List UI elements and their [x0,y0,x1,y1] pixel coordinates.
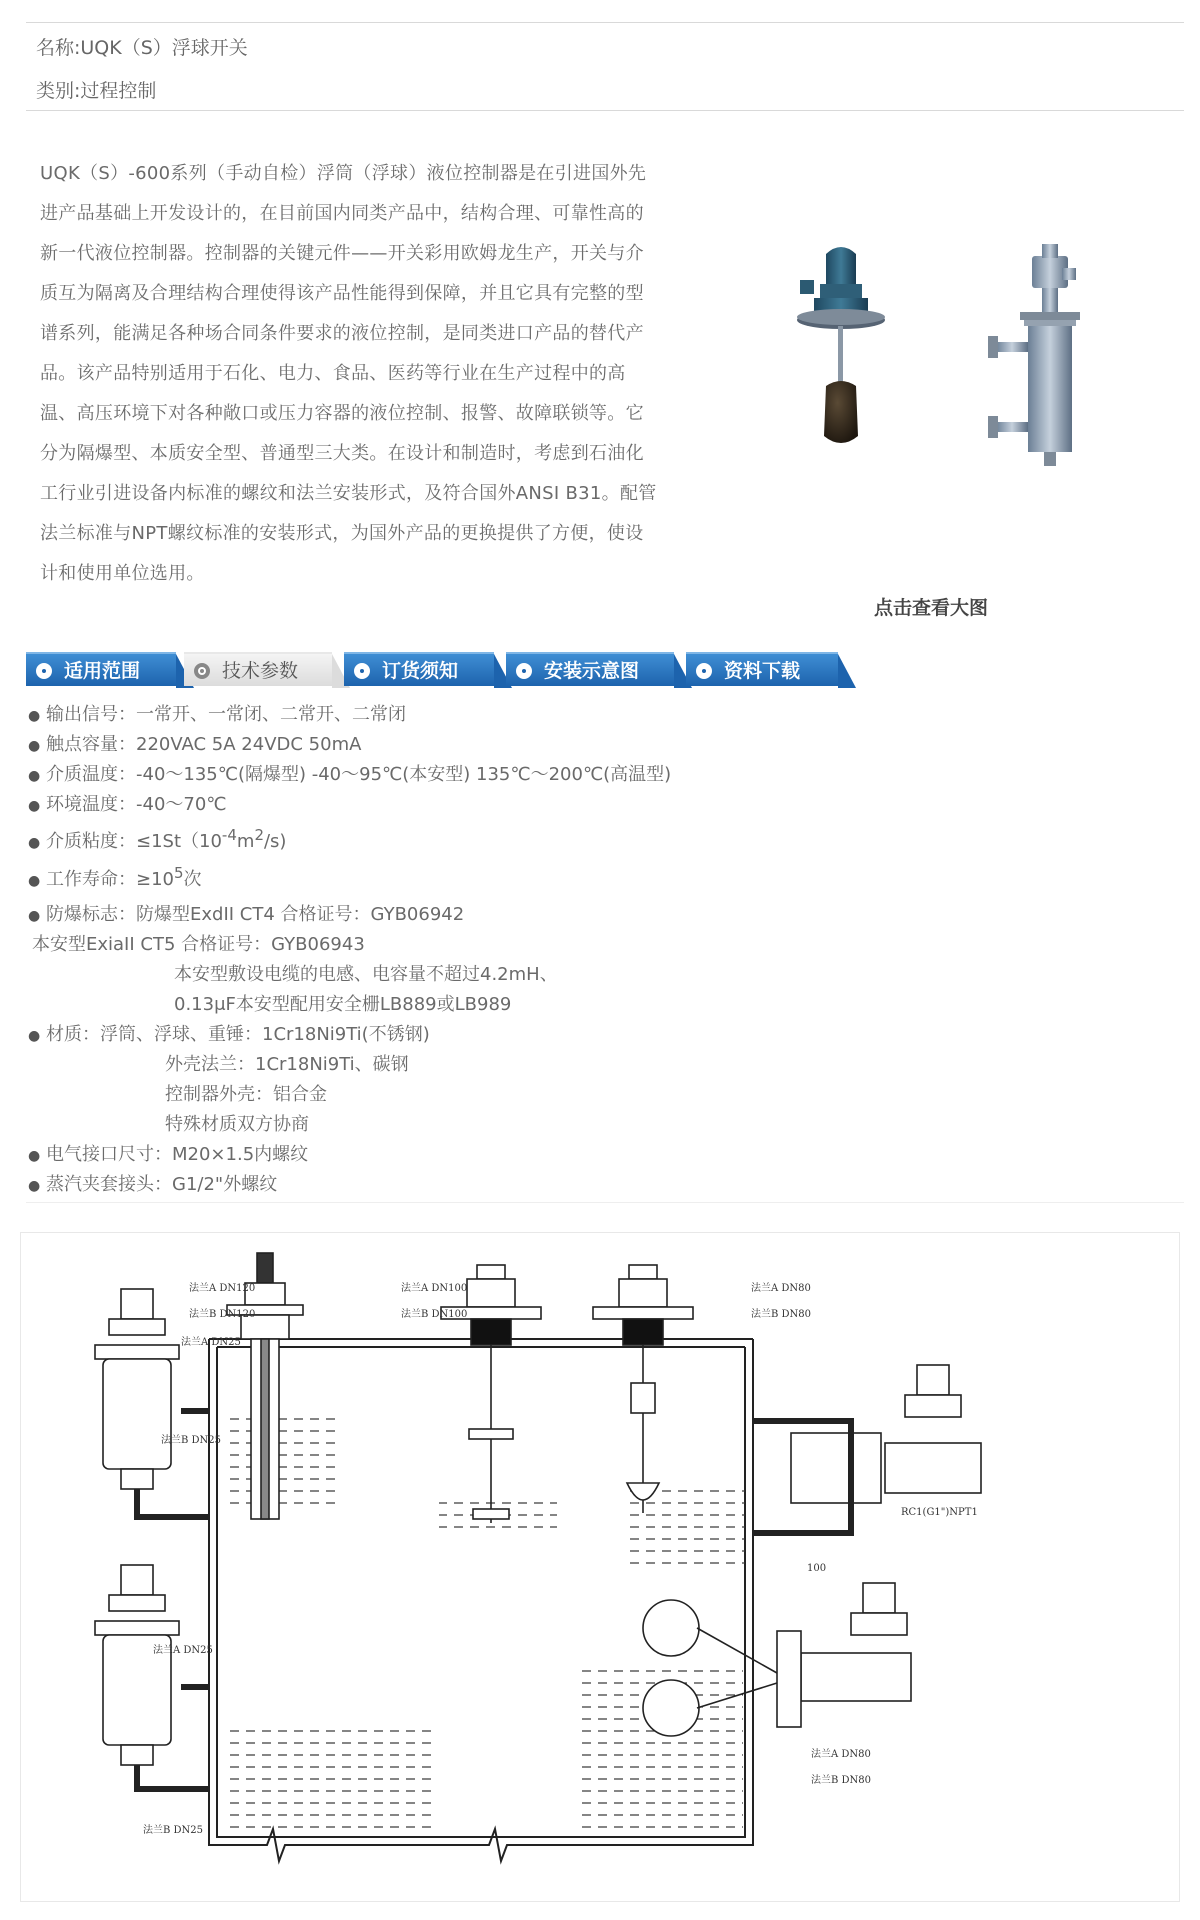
tab-ordering[interactable] [344,652,494,686]
bullet-icon [354,663,370,679]
description-line: 品。该产品特别适用于石化、电力、食品、医药等行业在生产过程中的高 [40,363,626,384]
bullet-icon [36,663,52,679]
diagram-label: 法兰A DN100 [401,1283,468,1294]
spec-item: 本安型敷设电缆的电感、电容量不超过4.2mH、 [174,964,558,985]
spec-item: ● 输出信号：一常开、一常闭、二常开、二常闭 [28,704,406,725]
diagram-label: 法兰B DN120 [189,1309,256,1320]
tab-label: 资料下载 [724,660,801,682]
description-line: 温、高压环境下对各种敞口或压力容器的液位控制、报警、故障联锁等。它 [40,403,644,424]
tab-label: 订货须知 [382,660,459,682]
liquid-level-region [225,1413,335,1505]
tab-install-diagram[interactable] [506,652,674,686]
spec-item: 本安型ExiaII CT5 合格证号：GYB06943 [32,934,365,955]
diagram-label: 法兰A DN25 [181,1337,241,1348]
product-description [40,154,716,594]
product-name: 名称:UQK（S）浮球开关 [36,37,248,59]
spec-item: ● 材质：浮筒、浮球、重锤：1Cr18Ni9Ti(不锈钢) [28,1024,430,1045]
diagram-label: 法兰A DN80 [811,1749,871,1760]
description-line: 计和使用单位选用。 [40,563,205,584]
installation-diagram-drawing [21,1233,1179,1901]
spec-item: 0.13μF本安型配用安全栅LB889或LB989 [174,994,512,1015]
spec-item: ● 触点容量：220VAC 5A 24VDC 50mA [28,734,362,755]
spec-item: ● 介质粘度：$\le 1St(10^{-4}m^2/s)$ [28,826,287,852]
product-category: 类别:过程控制 [36,80,157,102]
header-bottom-divider [26,110,1184,111]
diagram-label: 法兰A DN120 [189,1283,256,1294]
spec-item: 特殊材质双方协商 [165,1114,309,1135]
spec-item: ● 环境温度：-40～70℃ [28,794,227,815]
section-divider [26,1202,1184,1203]
tab-label: 技术参数 [222,660,299,682]
bullet-icon [696,663,712,679]
product-photo[interactable] [780,240,1100,510]
diagram-label: 法兰B DN25 [161,1435,222,1446]
tab-specs[interactable] [184,652,332,686]
tab-download[interactable] [686,652,838,686]
diagram-label: 法兰A DN80 [751,1283,811,1294]
tab-scope[interactable] [26,652,176,686]
diagram-label: 法兰B DN25 [143,1825,204,1836]
description-line: 新一代液位控制器。控制器的关键元件——开关彩用欧姆龙生产，开关与介 [40,243,644,264]
header-top-divider [26,22,1184,23]
liquid-level-region [225,1729,435,1829]
installation-diagram [20,1232,1180,1902]
description-line: 工行业引进设备内标准的螺纹和法兰安装形式，及符合国外ANSI B31。配管 [40,483,657,504]
description-line: 分为隔爆型、本质安全型、普通型三大类。在设计和制造时，考虑到石油化 [40,443,644,464]
diagram-label: 法兰B DN100 [401,1309,468,1320]
description-line: 进产品基础上开发设计的，在目前国内同类产品中，结构合理、可靠性高的 [40,203,644,224]
diagram-label: 法兰A DN25 [153,1645,213,1656]
description-line: 谱系列，能满足各种场合同条件要求的液位控制，是同类进口产品的替代产 [40,323,644,344]
spec-item: ● 防爆标志：防爆型ExdII CT4 合格证号：GYB06942 [28,904,465,925]
diagram-label: RC1(G1")NPT1 [901,1507,978,1518]
tab-label: 适用范围 [64,660,141,682]
spec-item: ● 介质温度：-40～135℃(隔爆型) -40～95℃(本安型) 135℃～200℃(高温型) [28,764,672,785]
spec-item: ● 蒸汽夹套接头：G1/2"外螺纹 [28,1174,278,1195]
spec-item: ● 电气接口尺寸：M20×1.5内螺纹 [28,1144,309,1165]
bullet-icon [194,663,210,679]
diagram-label: 法兰B DN80 [811,1775,872,1786]
diagram-label: 法兰B DN80 [751,1309,812,1320]
description-line: UQK（S）-600系列（手动自检）浮筒（浮球）液位控制器是在引进国外先 [40,163,647,184]
diagram-label: 100 [807,1563,827,1574]
view-large-image-link[interactable]: 点击查看大图 [874,597,989,619]
spec-item: 控制器外壳：铝合金 [165,1084,327,1105]
tab-label: 安装示意图 [544,660,640,682]
description-line: 质互为隔离及合理结构合理使得该产品性能得到保障，并且它具有完整的型 [40,283,644,304]
spec-item: 外壳法兰：1Cr18Ni9Ti、碳钢 [165,1054,409,1075]
spec-item: ● 工作寿命：$\ge 10^5$次 [28,864,202,890]
tab-bar [26,652,856,688]
bullet-icon [516,663,532,679]
description-line: 法兰标准与NPT螺纹标准的安装形式，为国外产品的更换提供了方便，使设 [40,523,644,544]
